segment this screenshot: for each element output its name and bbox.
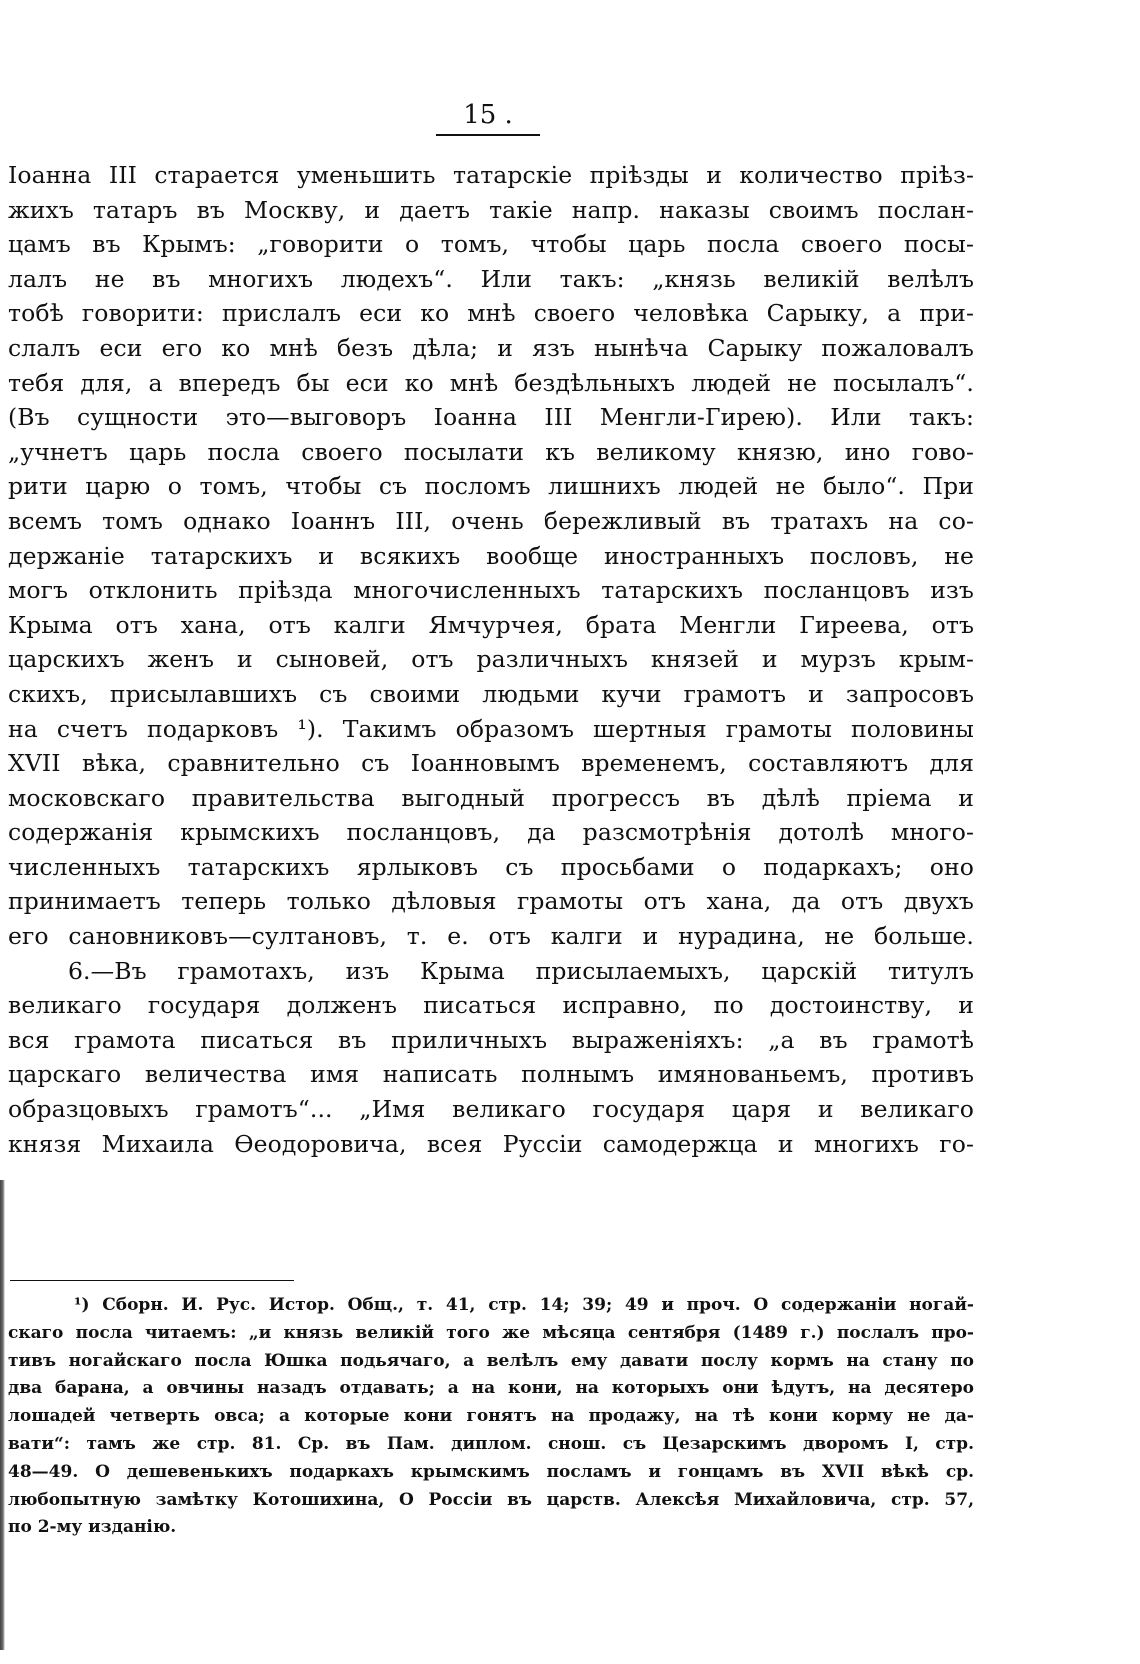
footnotes — [8, 1292, 974, 1542]
footnote-line: тивъ ногайскаго посла Юшка подьячаго, а велѣлъ ему давати послу кормъ на стану по — [8, 1350, 974, 1371]
body-line: рити царю о томъ, чтобы съ посломъ лишнихъ людей не было“. При — [8, 472, 974, 501]
body-line: Іоанна III старается уменьшить татарскіе пріѣзды и количество пріѣз- — [8, 161, 974, 189]
body-line: тебя для, а впередъ бы еси ко мнѣ бездѣльныхъ людей не посылалъ“. — [8, 368, 974, 397]
body-line: всемъ томъ однако Іоаннъ III, очень бережливый въ тратахъ на со- — [8, 506, 974, 535]
footnote-line: лошадей четверть овса; а которые кони гонятъ на продажу, на тѣ кони корму не да- — [8, 1406, 974, 1427]
body-line: держаніе татарскихъ и всякихъ вообще иностранныхъ пословъ, не — [8, 541, 974, 570]
body-line: скихъ, присылавшихъ съ своими людьми кучи грамотъ и запросовъ — [8, 679, 974, 708]
footnote-line: вати“: тамъ же стр. 81. Ср. въ Пам. диплом. снош. съ Цезарскимъ дворомъ I, стр. — [8, 1433, 974, 1454]
page-number-rule — [436, 134, 540, 136]
footnote-line: два барана, а овчины назадъ отдавать; а на кони, на которыхъ они ѣдутъ, на десятеро — [8, 1378, 974, 1399]
body-line: лалъ не въ многихъ людехъ“. Или такъ: „князь великій велѣлъ — [8, 264, 974, 293]
body-text — [8, 158, 974, 1161]
body-line: цамъ въ Крымъ: „говорити о томъ, чтобы царь посла своего посы- — [8, 230, 974, 259]
body-line: XVII вѣка, сравнительно съ Іоанновымъ временемъ, составляютъ для — [8, 749, 974, 778]
body-line: принимаетъ теперь только дѣловыя грамоты отъ хана, да отъ двухъ — [8, 887, 974, 916]
footnote-line: ¹) Сборн. И. Рус. Истор. Общ., т. 41, стр. 14; 39; 49 и проч. О содержаніи ногай- — [74, 1295, 974, 1315]
footnote-separator — [10, 1280, 294, 1281]
body-line: князя Михаила Ѳеодоровича, всея Руссіи самодержца и многихъ го- — [8, 1129, 974, 1158]
page-number: 15 . — [463, 100, 513, 130]
body-line: численныхъ татарскихъ ярлыковъ съ просьбами о подаркахъ; оно — [8, 852, 974, 881]
body-line: могъ отклонить пріѣзда многочисленныхъ татарскихъ посланцовъ изъ — [8, 576, 974, 605]
body-line: „учнетъ царь посла своего посылати къ великому князю, ино гово- — [8, 437, 974, 466]
body-line: содержанія крымскихъ посланцовъ, да разсмотрѣнія дотолѣ много- — [8, 818, 974, 847]
body-line: жихъ татаръ въ Москву, и даетъ такіе напр. наказы своимъ послан- — [8, 195, 974, 224]
body-line: на счетъ подарковъ ¹). Такимъ образомъ шертныя грамоты половины — [8, 714, 974, 743]
scan-edge-shadow — [0, 1180, 5, 1650]
body-line: слалъ еси его ко мнѣ безъ дѣла; и язъ нынѣча Сарыку пожаловалъ — [8, 333, 974, 362]
footnote-line: 48—49. О дешевенькихъ подаркахъ крымскимъ посламъ и гонцамъ въ XVII вѣкѣ ср. — [8, 1461, 974, 1482]
footnote-line: любопытную замѣтку Котошихина, О Россіи въ царств. Алексѣя Михайловича, стр. 57, — [8, 1489, 974, 1510]
footnote-line: по 2-му изданію. — [8, 1517, 177, 1538]
body-line: московскаго правительства выгодный прогрессъ въ дѣлѣ пріема и — [8, 783, 974, 812]
body-line: его сановниковъ—султановъ, т. е. отъ калги и нурадина, не больше. — [8, 922, 974, 951]
body-line: царскихъ женъ и сыновей, отъ различныхъ князей и мурзъ крым- — [8, 645, 974, 674]
footnote-line: скаго посла читаемъ: „и князь великій того же мѣсяца сентября (1489 г.) послалъ про- — [8, 1322, 974, 1343]
body-line: тобѣ говорити: прислалъ еси ко мнѣ своего человѣка Сарыку, а при- — [8, 299, 974, 328]
body-line: (Въ сущности это—выговоръ Іоанна III Менгли-Гирею). Или такъ: — [8, 403, 974, 432]
body-line: великаго государя долженъ писаться исправно, по достоинству, и — [8, 991, 974, 1020]
body-line: вся грамота писаться въ приличныхъ выраженіяхъ: „а въ грамотѣ — [8, 1025, 974, 1054]
body-line: образцовыхъ грамотъ“... „Имя великаго государя царя и великаго — [8, 1095, 974, 1124]
body-line: Крыма отъ хана, отъ калги Ямчурчея, брата Менгли Гиреева, отъ — [8, 610, 974, 639]
body-line: 6.—Въ грамотахъ, изъ Крыма присылаемыхъ, царскій титулъ — [68, 956, 974, 985]
body-line: царскаго величества имя написать полнымъ имянованьемъ, противъ — [8, 1060, 974, 1089]
